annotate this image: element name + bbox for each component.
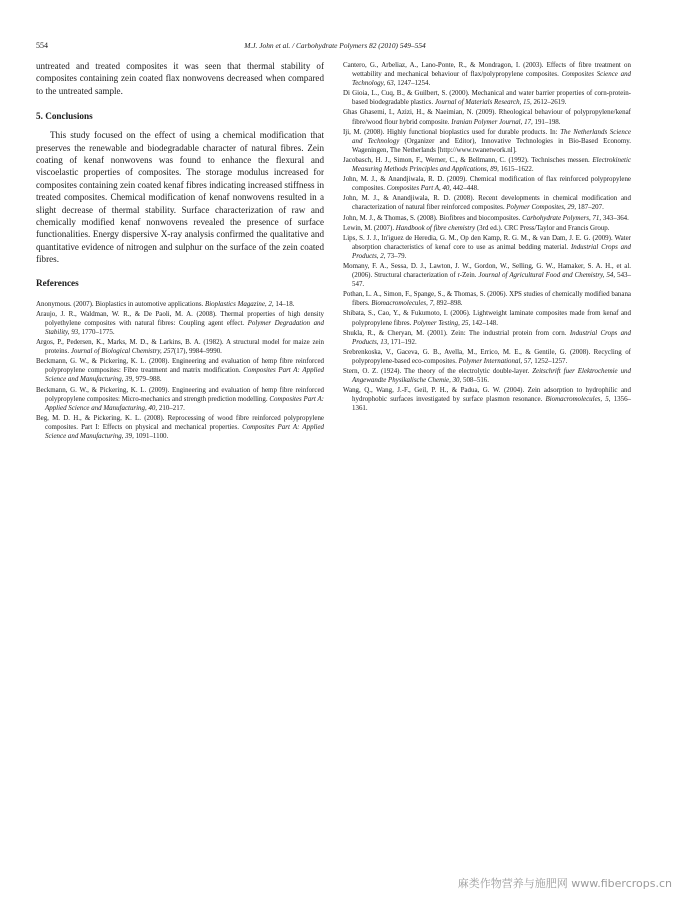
reference-journal: Handbook of fibre chemistry <box>395 223 476 232</box>
reference-journal: Electrokinetic Measuring Methods Principles and Applications, 89, <box>352 155 631 174</box>
reference-journal: Industrial Crops and Products, 2, <box>352 242 632 260</box>
reference-pages: 2612–2619. <box>531 98 567 107</box>
reference-pages: 508–516. <box>461 376 489 385</box>
reference-pages: 191–198. <box>532 117 561 126</box>
reference-item <box>36 338 324 356</box>
reference-authors-title: Argos, P., Pedersen, K., Marks, M. D., & Larkins, B. A. (1982). A structural model for maize zein proteins. <box>36 338 324 356</box>
reference-journal: Bioplastics Magazine, 2, <box>205 299 274 308</box>
reference-journal: Composites Part A: Applied Science and Manufacturing, 39, <box>45 366 324 384</box>
reference-journal: Polymer Testing, 25, <box>413 318 471 327</box>
reference-authors-title: John, M. J., & Anandjiwala, R. D. (2009). Chemical modification of flax reinforced polypropylene composites. <box>343 175 631 193</box>
reference-item <box>343 262 631 289</box>
right-column <box>343 61 631 414</box>
reference-authors-title: Wang, Q., Wang, J.-F., Geil, P. H., & Padua, G. W. (2004). Zein adsorption to hydrophilic and hydrophobic surfaces investigated by surface plasmon resonance. <box>343 386 631 404</box>
references-list-left <box>36 300 324 441</box>
reference-authors-title: Lips, S. J. J., In'iguez de Heredia, G. M., Op den Kamp, R. G. M., & van Dam, J. E. G. (2009). Water absorption characteristics of kenaf core to use as animal bedding material. <box>343 233 631 251</box>
reference-item <box>343 309 631 327</box>
running-head: M.J. John et al. / Carbohydrate Polymers 82 (2010) 549–554 <box>244 41 426 50</box>
reference-authors-title: John, M. J., & Anandjiwala, R. D. (2008). Recent developments in chemical modification and characterization of natural fiber reinforced composites. <box>343 194 631 212</box>
reference-pages: (3rd ed.). CRC Press/Taylor and Francis Group. <box>475 223 610 232</box>
reference-journal: Industrial Crops and Products, 13, <box>352 328 631 346</box>
watermark-text: 麻类作物营养与施肥网 www.fibercrops.cn <box>457 877 672 890</box>
reference-item <box>343 89 631 107</box>
reference-journal: Composites Science and Technology, 63, <box>352 70 632 88</box>
reference-authors-title: Di Gioia, L., Cuq, B., & Guilbert, S. (2000). Mechanical and water barrier properties of corn-protein-based biodegradable plastics. <box>343 89 631 107</box>
reference-pages: 171–192. <box>388 337 417 346</box>
intro-paragraph: untreated and treated composites it was seen that thermal stability of composites containing zein coated flax nonwovens decreased when compared to the untreated sample. <box>36 61 324 96</box>
reference-pages: 1615–1622. <box>498 165 534 174</box>
reference-pages: (17), 9984–9990. <box>173 347 222 356</box>
reference-item <box>343 214 631 223</box>
reference-authors-title: John, M. J., & Thomas, S. (2008). Biofibres and biocomposites. <box>343 213 523 222</box>
reference-journal: Journal of Biological Chemistry, 257 <box>70 347 174 356</box>
reference-authors-title: Araujo, J. R., Waldman, W. R., & De Paoli, M. A. (2008). Thermal properties of high density polyethylene composites with natural fibres: Coupling agent effect. <box>36 309 324 327</box>
references-list-right <box>343 61 631 413</box>
reference-item <box>343 367 631 385</box>
reference-journal: Biomacromolecules, 7, <box>371 299 435 308</box>
reference-item <box>36 386 324 413</box>
reference-item <box>343 128 631 155</box>
reference-pages: 892–898. <box>434 299 463 308</box>
reference-pages: 1770–1775. <box>79 327 115 336</box>
reference-authors-title: Shibata, S., Cao, Y., & Fukumoto, I. (2006). Lightweight laminate composites made from kenaf and polypropylene fibres. <box>343 309 631 327</box>
reference-journal: Composites Part A: Applied Science and Manufacturing, 40, <box>45 394 324 412</box>
reference-journal: Zeitschrift fuer Elektrochemie und Angewandte Physikalische Chemie, 30, <box>352 367 631 385</box>
reference-journal: Journal of Materials Research, 15, <box>434 98 532 107</box>
reference-journal: Journal of Agricultural Food and Chemistry, 54, <box>478 271 616 280</box>
reference-journal: Iranian Polymer Journal, 17, <box>451 117 533 126</box>
reference-item <box>343 175 631 193</box>
reference-authors-title: Jacobasch, H. J., Simon, F., Werner, C., & Bellmann, C. (1992). Technisches messen. <box>343 155 593 164</box>
reference-authors-title: Srebrenkoska, V., Gaceva, G. B., Avella, M., Errico, M. E., & Gentile, G. (2008). Recycling of polypropylene-based eco-composites. <box>343 347 631 365</box>
reference-pages: 543–547. <box>352 271 631 289</box>
reference-item <box>343 108 631 126</box>
reference-pages: 979–988. <box>133 375 162 384</box>
reference-journal: Composites Part A: Applied Science and Manufacturing, 39, <box>45 422 324 440</box>
reference-item <box>343 224 631 233</box>
left-column <box>36 60 324 442</box>
reference-item <box>343 194 631 212</box>
reference-journal: The Netherlands Science and Technology <box>352 127 631 145</box>
reference-item <box>343 234 631 261</box>
reference-journal: Biomacromolecules, 5, <box>545 395 611 404</box>
reference-pages: 343–364. <box>601 213 629 222</box>
conclusions-heading: 5. Conclusions <box>36 111 93 122</box>
page-number: 554 <box>36 41 48 50</box>
reference-authors-title: Pothan, L. A., Simon, F., Spange, S., & Thomas, S. (2006). XPS studies of chemically modified banana fibers. <box>343 290 631 308</box>
reference-pages: 1356–1361. <box>352 395 632 413</box>
reference-authors-title: Beg, M. D. H., & Pickering, K. L. (2008). Reprocessing of wood fibre reinforced polypropylene composites. Part I: Effects on physical and mechanical properties. <box>36 413 324 431</box>
reference-pages: 1247–1254. <box>395 79 431 88</box>
reference-authors-title: Beckmann, G. W., & Pickering, K. L. (2008). Engineering and evaluation of hemp fibre reinforced polypropylene composites: Fibre treatment and matrix modification. <box>36 357 324 375</box>
reference-item <box>36 310 324 337</box>
reference-authors-title: Iji, M. (2008). Highly functional bioplastics used for durable products. In: <box>343 127 561 136</box>
reference-authors-title: Ghas Ghasemi, I., Azizi, H., & Naeimian, N. (2009). Rheological behaviour of polypropylene/kenaf fibre/wood flour hybrid composite. <box>343 108 631 126</box>
reference-item <box>343 156 631 174</box>
reference-item <box>36 414 324 441</box>
reference-pages: 1091–1100. <box>133 432 169 440</box>
conclusions-paragraph: This study focused on the effect of using a chemical modification that preserves the renewable and biodegradable character of natural fibres. Zein coating of kenaf nonwovens was found to enhance the flexural and viscoelastic properties of composites. The storage modulus increased for composites containing zein coated kenaf fibres indicating increased stiffness in treated composites. Chemical modification of kenaf nonwovens resulted in a slight decrease of thermal stability. Surface characterization of raw and chemically modified kenaf nonwovens revealed the presence of surface functionalities. Energy dispersive X-ray analysis confirmed the qualitative and quantitative evidence of nitrogen and sulphur on the surface of the zein coated fibres. <box>36 130 324 265</box>
reference-item <box>343 290 631 308</box>
reference-pages: 1252–1257. <box>532 356 568 365</box>
reference-journal: Carbohydrate Polymers, 71, <box>522 213 602 222</box>
reference-journal: Polymer Degradation and Stability, 93, <box>45 318 324 336</box>
reference-authors-title: Lewin, M. (2007). <box>343 223 396 232</box>
reference-pages: (Organizer and Editor), Innovative Technologies in Bio-Based Economy. Wageningen, The Netherlands [http://www.twanetwork.nl]. <box>352 136 631 154</box>
reference-authors-title: Cantero, G., Arbeliaz, A., Lano-Ponte, R., & Mondragon, I. (2003). Effects of fibre treatment on wettability and mechanical behaviour of flax/polypropylene composites. <box>343 61 631 79</box>
reference-authors-title: Stern, O. Z. (1924). The theory of the electrolytic double-layer. <box>343 367 533 375</box>
reference-item <box>343 348 631 366</box>
reference-item <box>36 357 324 384</box>
reference-pages: 187–207. <box>576 203 604 212</box>
references-heading: References <box>36 277 79 288</box>
reference-authors-title: Shukla, R., & Cheryan, M. (2001). Zein: The industrial protein from corn. <box>343 328 570 337</box>
reference-journal: Polymer International, 57, <box>458 356 533 365</box>
reference-journal: Polymer Composites, 29, <box>506 203 577 212</box>
reference-pages: 442–448. <box>451 184 479 193</box>
reference-journal: Composites Part A, 40, <box>386 184 452 193</box>
reference-pages: 14–18. <box>273 299 295 308</box>
reference-pages: 142–148. <box>470 318 498 327</box>
reference-item <box>343 386 631 413</box>
reference-authors-title: Momany, F. A., Sessa, D. J., Lawton, J. W., Gordon, W., Selling, G. W., Hamaker, S. A. H., et al. (2006). Structural characterization of r-Zein. <box>343 261 631 280</box>
reference-item <box>343 329 631 347</box>
reference-authors-title: Anonymous. (2007). Bioplastics in automotive applications. <box>36 299 205 308</box>
reference-item <box>343 61 631 88</box>
reference-authors-title: Beckmann, G. W., & Pickering, K. L. (2009). Engineering and evaluation of hemp fibre reinforced polypropylene composites: Micro-mechanics and strength prediction modelling. <box>36 385 324 403</box>
reference-pages: 210–217. <box>157 403 185 412</box>
reference-pages: 73–79. <box>385 251 407 260</box>
reference-item <box>36 300 324 309</box>
